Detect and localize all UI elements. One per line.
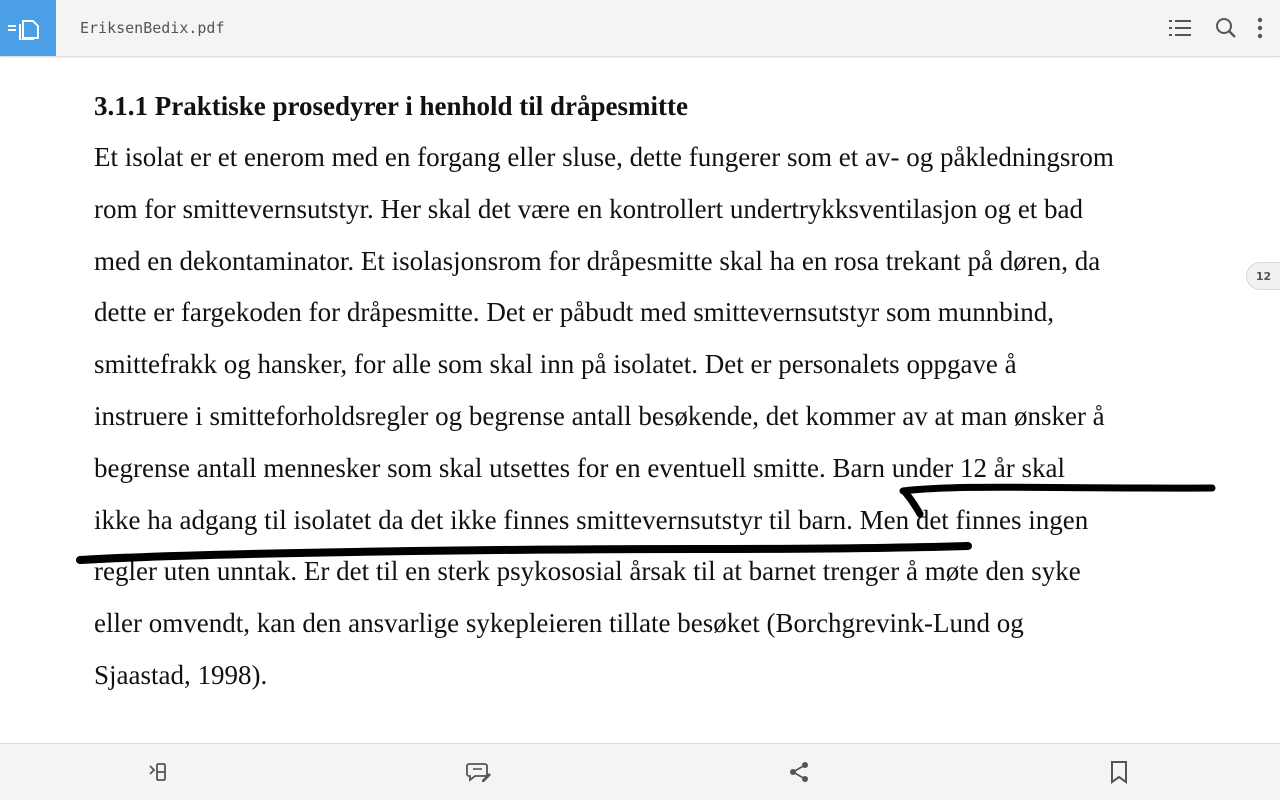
pdf-page-content xyxy=(94,80,1234,702)
text-line: smittefrakk og hansker, for alle som skal inn på isolatet. Det er personalets oppgave å xyxy=(94,349,1017,380)
text-line: med en dekontaminator. Et isolasjonsrom for dråpesmitte skal ha en rosa trekant på døren, da xyxy=(94,245,1101,276)
body-paragraph xyxy=(94,132,1234,702)
top-app-bar xyxy=(0,0,1280,57)
share-icon[interactable] xyxy=(781,754,817,790)
text-line: ikke ha adgang til isolatet da det ikke finnes smittevernsutstyr til barn. Men det finnes ingen xyxy=(94,504,1089,535)
menu-document-icon[interactable] xyxy=(0,0,56,56)
select-text-icon[interactable] xyxy=(141,754,177,790)
list-icon[interactable] xyxy=(1162,10,1198,46)
section-heading: 3.1.1 Praktiske prosedyrer i henhold til dråpesmitte xyxy=(94,91,688,121)
comment-edit-icon[interactable] xyxy=(461,754,497,790)
text-line: Sjaastad, 1998). xyxy=(94,659,268,690)
text-line: eller omvendt, kan den ansvarlige sykepleieren tillate besøket (Borchgrevink-Lund og xyxy=(94,608,1024,639)
document-title: EriksenBedix.pdf xyxy=(80,19,225,37)
text-line: Et isolat er et enerom med en forgang eller sluse, dette fungerer som et av- og påkledningsrom xyxy=(94,142,1114,172)
bottom-toolbar xyxy=(0,743,1280,800)
page-number-indicator[interactable]: 12 xyxy=(1246,262,1280,290)
text-line: dette er fargekoden for dråpesmitte. Det er påbudt med smittevernsutstyr som munnbind, xyxy=(94,297,1055,328)
text-line: instruere i smitteforholdsregler og begrense antall besøkende, det kommer av at man ønsker å xyxy=(94,400,1105,431)
more-vert-icon[interactable] xyxy=(1250,10,1270,46)
text-line: regler uten unntak. Er det til en sterk psykososial årsak til at barnet trenger å møte den syke xyxy=(94,556,1081,587)
text-line: rom for smittevernsutstyr. Her skal det være en kontrollert undertrykksventilasjon og et bad xyxy=(94,193,1084,224)
search-icon[interactable] xyxy=(1208,10,1244,46)
bookmark-icon[interactable] xyxy=(1101,754,1137,790)
text-line: begrense antall mennesker som skal utsettes for en eventuell smitte. Barn under 12 år skal xyxy=(94,452,1065,483)
